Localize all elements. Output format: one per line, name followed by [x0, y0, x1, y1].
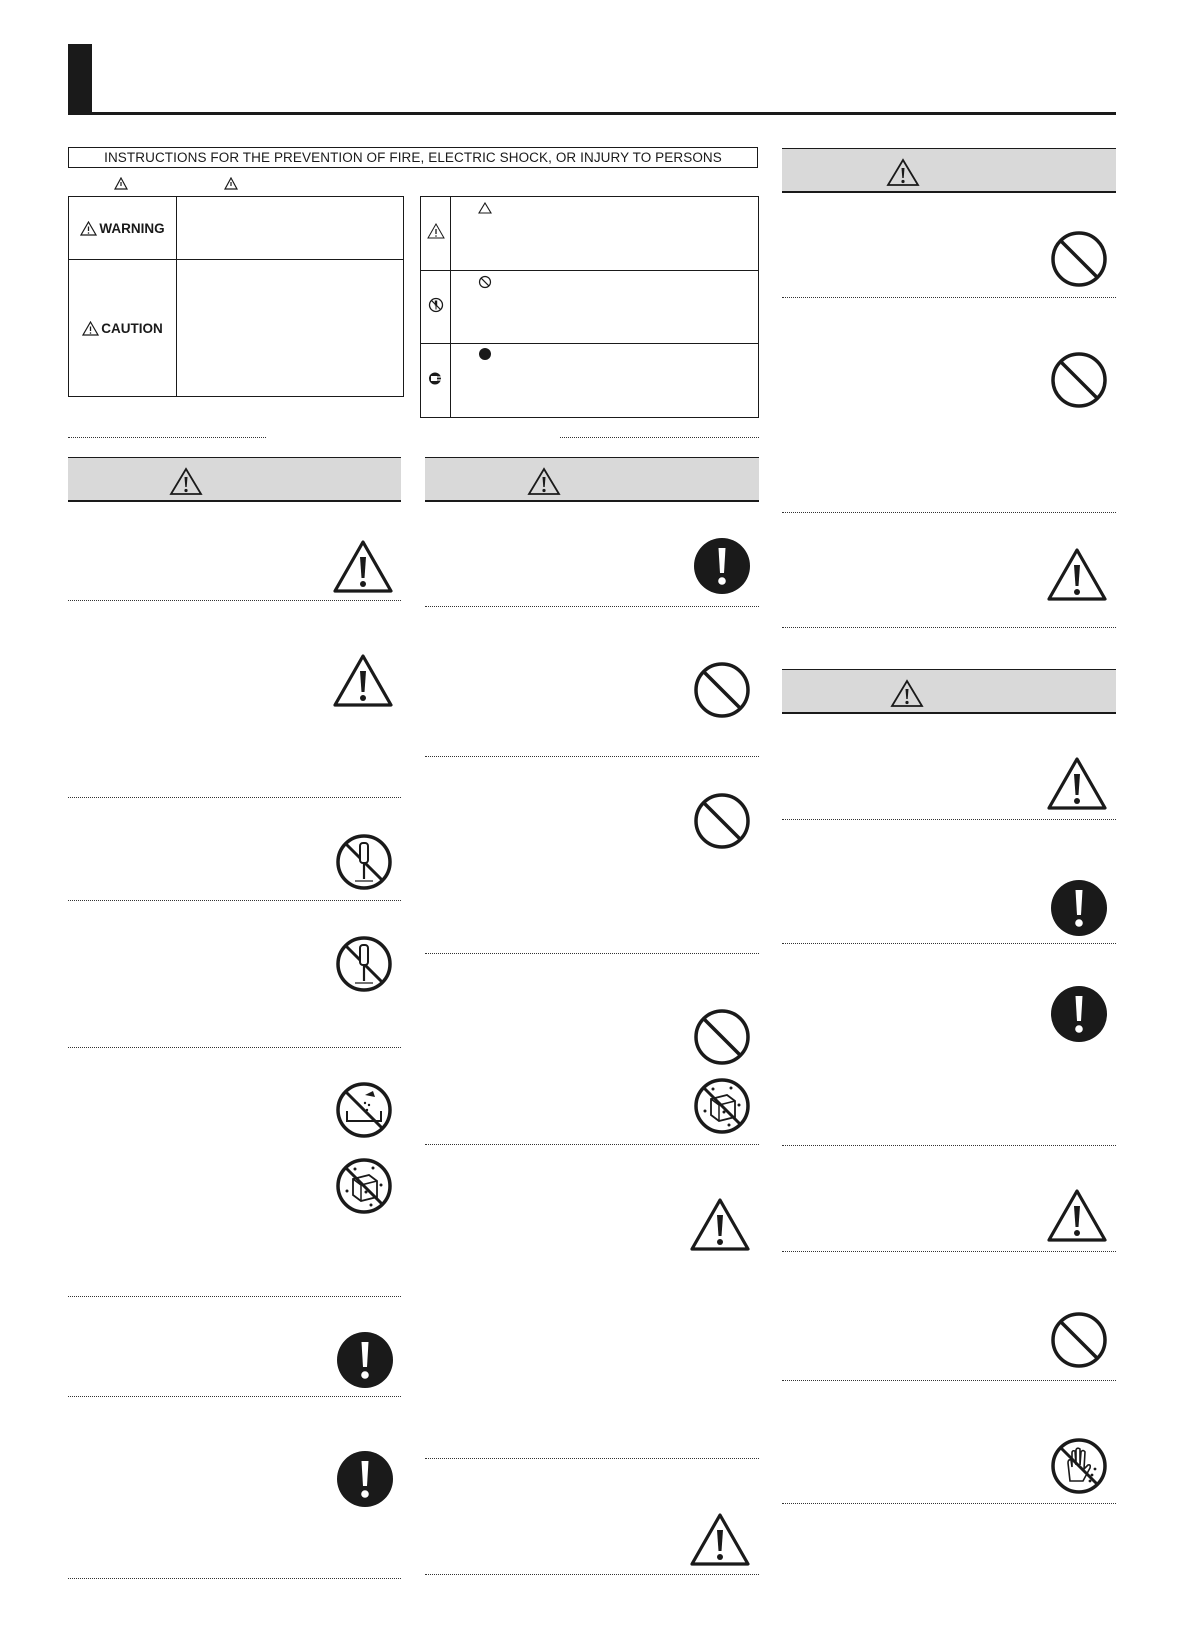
prohibition-icon	[1050, 1311, 1108, 1369]
divider	[782, 1503, 1116, 1504]
symbol-legend	[420, 196, 759, 418]
warning-section-header	[782, 148, 1116, 193]
divider	[68, 1396, 401, 1397]
unplug-icon	[427, 371, 444, 386]
prohibition-icon	[693, 1008, 751, 1066]
divider	[782, 1380, 1116, 1381]
divider	[68, 797, 401, 798]
title-bar-block	[68, 44, 92, 113]
divider	[560, 437, 759, 438]
divider	[68, 1047, 401, 1048]
divider	[782, 819, 1116, 820]
prohibition-icon	[693, 661, 751, 719]
warning-section-header	[425, 457, 759, 502]
warning-triangle-icon	[890, 679, 924, 708]
mandatory-exclamation-icon	[336, 1331, 394, 1389]
prohibition-icon	[693, 792, 751, 850]
no-water-icon	[335, 1157, 393, 1215]
mandatory-dot-icon	[478, 347, 492, 361]
warning-triangle-icon	[1046, 755, 1108, 813]
warning-section-header	[68, 457, 401, 502]
divider	[425, 1144, 759, 1145]
mandatory-exclamation-icon	[336, 1450, 394, 1508]
divider	[68, 900, 401, 901]
warning-label: WARNING	[69, 221, 176, 236]
instructions-banner	[68, 147, 758, 168]
divider	[425, 756, 759, 757]
divider	[68, 600, 401, 601]
divider	[68, 437, 266, 438]
caution-description-cell	[177, 260, 404, 397]
divider	[782, 943, 1116, 944]
warning-triangle-icon	[332, 538, 394, 596]
divider	[782, 512, 1116, 513]
no-water-icon	[693, 1077, 751, 1135]
prohibition-icon	[478, 275, 492, 289]
warning-triangle-icon	[80, 221, 97, 236]
instructions-banner-text: INSTRUCTIONS FOR THE PREVENTION OF FIRE, ELECTRIC SHOCK, OR INJURY TO PERSONS	[104, 150, 722, 165]
divider	[425, 1458, 759, 1459]
warning-description-cell	[177, 197, 404, 260]
divider	[782, 627, 1116, 628]
warning-triangle-icon	[1046, 1187, 1108, 1245]
title-rule	[68, 112, 1116, 115]
divider	[782, 1145, 1116, 1146]
divider	[425, 953, 759, 954]
warning-triangle-icon	[689, 1196, 751, 1254]
mandatory-exclamation-icon	[693, 537, 751, 595]
mandatory-exclamation-icon	[1050, 985, 1108, 1043]
prohibition-icon	[1050, 351, 1108, 409]
divider	[425, 606, 759, 607]
divider	[425, 1574, 759, 1575]
caution-section-header	[782, 669, 1116, 714]
prohibition-icon	[1050, 230, 1108, 288]
no-disassembly-icon	[335, 833, 393, 891]
no-disassembly-icon	[428, 297, 444, 313]
warning-triangle-icon	[169, 467, 203, 496]
warning-triangle-icon	[427, 223, 445, 239]
warning-triangle-icon	[114, 177, 128, 190]
warning-caution-legend	[68, 196, 404, 397]
warning-triangle-icon	[886, 158, 920, 187]
no-disassembly-icon	[335, 935, 393, 993]
mandatory-exclamation-icon	[1050, 879, 1108, 937]
no-water-icon	[335, 1081, 393, 1139]
warning-triangle-icon	[332, 652, 394, 710]
warning-triangle-icon	[224, 177, 238, 190]
no-wet-hands-icon	[1050, 1437, 1108, 1495]
caution-label: CAUTION	[69, 321, 176, 336]
divider	[68, 1296, 401, 1297]
warning-triangle-icon	[1046, 546, 1108, 604]
triangle-outline-icon	[478, 202, 492, 214]
warning-triangle-icon	[527, 467, 561, 496]
divider	[68, 1578, 401, 1579]
warning-triangle-icon	[689, 1511, 751, 1569]
divider	[782, 1251, 1116, 1252]
warning-triangle-icon	[82, 321, 99, 336]
divider	[782, 297, 1116, 298]
